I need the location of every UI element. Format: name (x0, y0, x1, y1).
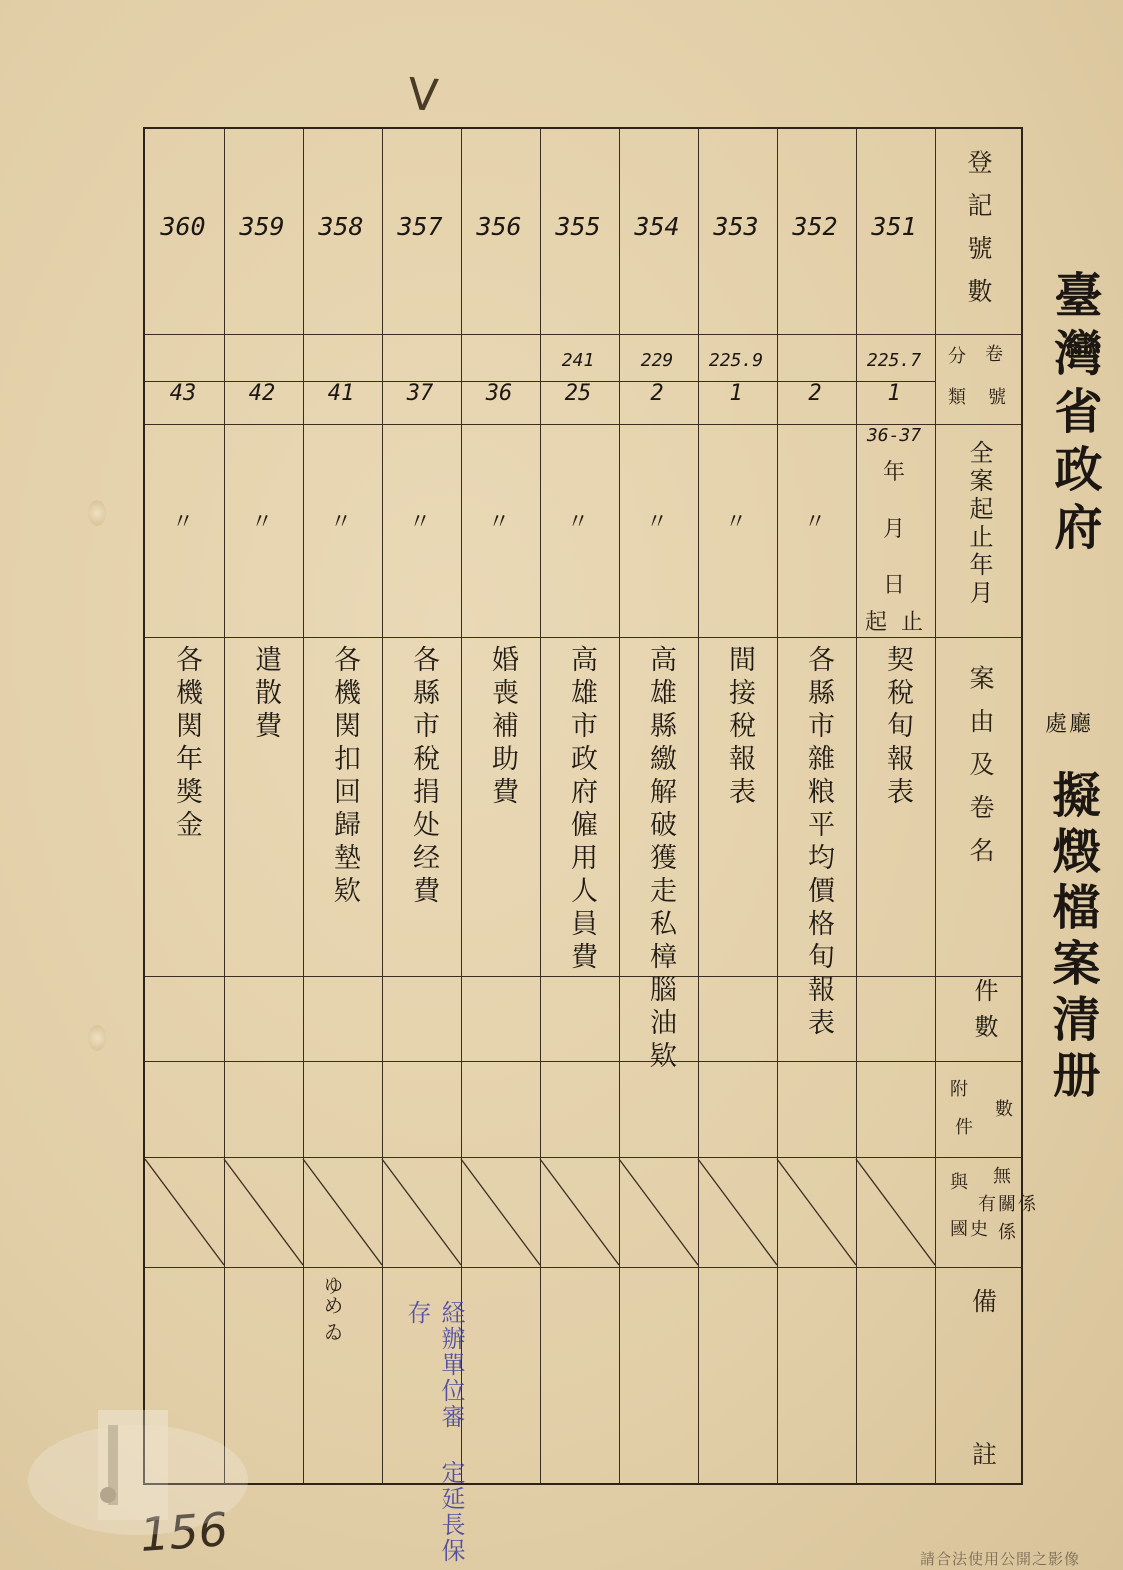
header-history-e: 係 (998, 1222, 1018, 1243)
header-history-d: 國史 (950, 1219, 990, 1240)
slash-mark (461, 1159, 540, 1265)
header-cls-top-right: 卷 (985, 344, 1005, 365)
date-ditto: 〃 (566, 510, 589, 535)
row-divider (145, 1061, 1021, 1062)
archive-watermark-logo (8, 1370, 248, 1540)
punch-hole (88, 1025, 106, 1051)
class-number: 36 (485, 381, 513, 406)
record-subject: 各縣市雜粮平均價格旬報表 (803, 645, 834, 1041)
slash-mark (698, 1159, 777, 1265)
header-reg-no: 登記號數 (964, 149, 993, 321)
reg-number: 354 (634, 212, 680, 241)
date-year: 年 (882, 460, 905, 485)
header-attach-a: 附 (950, 1079, 970, 1100)
column-divider (224, 129, 225, 1483)
document-subtitle: 擬燬檔案清册 (1044, 770, 1100, 1106)
tick-mark: V (406, 69, 440, 122)
header-attach-count: 數 (995, 1099, 1015, 1120)
slash-mark (145, 1159, 224, 1265)
reg-number: 356 (476, 212, 522, 241)
header-history-a: 無 (993, 1166, 1013, 1187)
date-month: 月 (882, 517, 905, 542)
record-subject: 婚喪補助費 (487, 645, 518, 810)
record-subject: 遣散費 (250, 645, 281, 744)
record-subject: 各機関年奬金 (171, 645, 202, 843)
date-ditto: 〃 (487, 510, 510, 535)
header-history-b: 有關係 (978, 1194, 1038, 1215)
header-subject: 案由及卷名 (966, 665, 995, 880)
row-divider (145, 976, 1021, 977)
header-cls-bot-left: 類 (948, 387, 968, 408)
column-divider (382, 129, 383, 1483)
reg-number: 360 (160, 212, 206, 241)
header-remark-bottom: 註 (972, 1440, 998, 1469)
reg-number: 357 (397, 212, 443, 241)
class-number: 43 (169, 381, 197, 406)
column-divider (303, 129, 304, 1483)
class-volume: 241 (561, 350, 595, 371)
class-number: 1 (887, 381, 901, 406)
reg-number: 359 (239, 212, 285, 241)
reg-number: 353 (713, 212, 759, 241)
handwritten-remark: ゆめ ゐ (320, 1275, 344, 1342)
row-divider (145, 637, 1021, 638)
row-divider (145, 334, 1021, 335)
header-cls-bot-right: 號 (988, 387, 1008, 408)
slash-mark (224, 1159, 303, 1265)
date-ditto: 〃 (408, 510, 431, 535)
date-ditto: 〃 (803, 510, 826, 535)
slash-mark (540, 1159, 619, 1265)
column-divider (461, 129, 462, 1483)
reg-number: 351 (871, 212, 917, 241)
column-divider (698, 129, 699, 1483)
department-label: 處廳 (1045, 712, 1094, 737)
slash-mark (303, 1159, 382, 1265)
class-number: 37 (406, 381, 434, 406)
reg-number: 352 (792, 212, 838, 241)
slash-mark (777, 1159, 856, 1265)
column-divider (777, 129, 778, 1483)
header-remark-top: 備 (972, 1287, 998, 1316)
document-title: 臺灣省政府 (1046, 270, 1102, 560)
footer-notice: 請合法使用公開之影像 (920, 1550, 1081, 1568)
page-number: 156 (138, 1502, 230, 1562)
reg-number: 358 (318, 212, 364, 241)
class-number: 42 (248, 381, 276, 406)
class-number: 2 (808, 381, 822, 406)
reg-number: 355 (555, 212, 601, 241)
class-volume: 225.9 (708, 350, 764, 371)
retention-stamp (400, 1300, 468, 1570)
record-subject: 高雄縣繳解破獲走私樟腦油欵 (645, 645, 676, 1074)
column-divider (856, 129, 857, 1483)
history-row-slashes (145, 1157, 935, 1267)
record-subject: 各縣市稅捐处经費 (408, 645, 439, 909)
date-start-label: 起 (864, 610, 887, 635)
slash-mark (382, 1159, 461, 1265)
date-end-label: 止 (900, 610, 923, 635)
stamp-line-2: 定延長保存 (403, 1300, 465, 1564)
slash-mark (619, 1159, 698, 1265)
row-divider (145, 1267, 1021, 1268)
record-subject: 各機関扣回歸墊欵 (329, 645, 360, 909)
date-ditto: 〃 (250, 510, 273, 535)
record-subject: 高雄市政府僱用人員費 (566, 645, 597, 975)
class-volume: 229 (640, 350, 674, 371)
header-count: 件數 (970, 978, 998, 1050)
column-divider (540, 129, 541, 1483)
date-ditto: 〃 (724, 510, 747, 535)
class-number: 25 (564, 381, 592, 406)
date-range: 36-37 (866, 425, 922, 446)
column-divider (935, 129, 936, 1483)
header-attach-b: 件 (955, 1117, 975, 1138)
slash-mark (856, 1159, 935, 1265)
class-volume: 225.7 (866, 350, 922, 371)
header-cls-top-left: 分 (948, 346, 968, 367)
date-ditto: 〃 (645, 510, 668, 535)
date-ditto: 〃 (171, 510, 194, 535)
header-date-range: 全案起止年月 (965, 440, 993, 608)
punch-hole (88, 500, 106, 526)
column-divider (619, 129, 620, 1483)
stamp-line-1: 経辦單位審 (437, 1300, 465, 1430)
date-ditto: 〃 (329, 510, 352, 535)
record-subject: 間接稅報表 (724, 645, 755, 810)
date-day: 日 (882, 573, 905, 598)
class-number: 2 (650, 381, 664, 406)
record-subject: 契稅旬報表 (882, 645, 913, 810)
class-number: 41 (327, 381, 355, 406)
header-history-c: 與 (950, 1172, 970, 1193)
class-number: 1 (729, 381, 743, 406)
